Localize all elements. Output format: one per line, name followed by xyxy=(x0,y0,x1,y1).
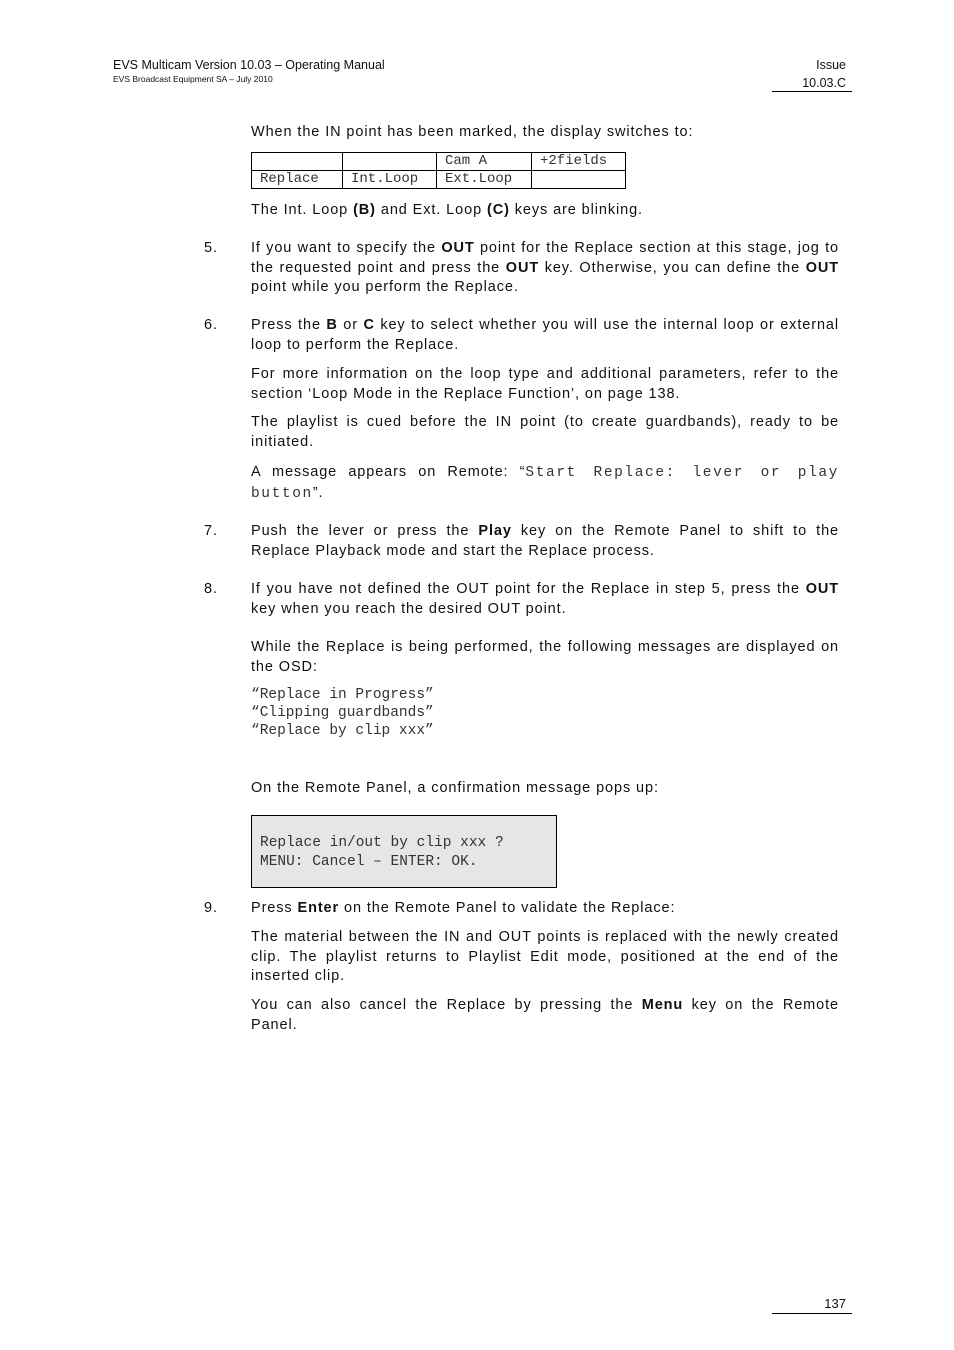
key-label: Enter xyxy=(297,900,340,916)
key-label: OUT xyxy=(805,581,839,597)
table-cell: Ext.Loop xyxy=(437,171,532,189)
osd-messages xyxy=(251,686,434,740)
step5-text xyxy=(251,239,839,298)
text-run: keys are blinking. xyxy=(509,202,643,218)
confirmation-line: MENU: Cancel – ENTER: OK. xyxy=(260,854,478,870)
osd-message: “Replace by clip xxx” xyxy=(251,723,434,739)
page-number: 137 xyxy=(824,1296,846,1311)
text-run: If you have not defined the OUT point for the Replace in step 5, press the xyxy=(251,581,806,597)
step6-paragraph-2: For more information on the loop type and additional parameters, refer to the section ‘Loop Mode in the Replace Function’, on page 138. xyxy=(251,366,839,402)
text-run: Push the lever or press the xyxy=(251,523,479,539)
key-label: C xyxy=(363,317,375,333)
key-label: Menu xyxy=(641,997,684,1013)
step6-paragraph-4 xyxy=(251,462,839,504)
confirmation-box xyxy=(251,815,557,888)
step-number: 7. xyxy=(204,523,218,539)
osd-message: “Replace in Progress” xyxy=(251,687,434,703)
step-number: 6. xyxy=(204,317,218,333)
step9-text xyxy=(251,899,839,919)
text-run: key. Otherwise, you can define the xyxy=(539,259,806,276)
text-run: You can also cancel the Replace by pressing the xyxy=(251,997,642,1013)
table-cell xyxy=(252,153,343,171)
step-number: 5. xyxy=(204,240,218,256)
step7-text xyxy=(251,522,839,561)
key-label: (B) xyxy=(353,202,376,218)
table-cell xyxy=(532,171,626,189)
text-run: key on the Remote Panel to shift to the Replace Playback mode and start the Replace process. xyxy=(251,523,839,559)
step8-paragraph-2: While the Replace is being performed, the following messages are displayed on the OSD: xyxy=(251,639,839,675)
header-subtitle: EVS Broadcast Equipment SA – July 2010 xyxy=(113,74,273,84)
text-run: and Ext. Loop xyxy=(375,202,487,218)
table-cell: +2fields xyxy=(532,153,626,171)
key-label: OUT xyxy=(505,259,540,276)
table-row xyxy=(252,171,626,189)
step8-paragraph-3: On the Remote Panel, a confirmation message pops up: xyxy=(251,780,659,796)
remote-message: Start Replace: lever or play button xyxy=(251,465,839,502)
key-label: OUT xyxy=(805,259,839,276)
blink-text xyxy=(251,201,839,221)
step9-paragraph-3 xyxy=(251,996,839,1035)
text-run: Press xyxy=(251,900,298,916)
step8-text xyxy=(251,580,839,619)
text-run: A message appears on Remote: “ xyxy=(251,464,526,480)
header-issue-label: Issue xyxy=(816,58,846,72)
header-issue-version: 10.03.C xyxy=(802,76,846,90)
text-run: Press the xyxy=(251,317,327,333)
text-run: ”. xyxy=(312,485,324,501)
text-run: If you want to specify the xyxy=(251,240,442,256)
step6-text xyxy=(251,316,839,355)
header-title: EVS Multicam Version 10.03 – Operating Manual xyxy=(113,58,385,72)
step6-paragraph-3: The playlist is cued before the IN point (to create guardbands), ready to be initiated. xyxy=(251,414,839,450)
table-cell: Replace xyxy=(252,171,343,189)
text-run: point for the Replace section at this stage, jog to the requested point and press the xyxy=(251,240,839,276)
table-cell: Int.Loop xyxy=(343,171,437,189)
text-run: on the Remote Panel to validate the Replace: xyxy=(339,900,676,916)
step-number: 8. xyxy=(204,581,218,597)
footer-divider xyxy=(772,1313,852,1314)
confirmation-line: Replace in/out by clip xxx ? xyxy=(260,835,504,851)
text-run: point while you perform the Replace. xyxy=(251,279,519,295)
table-row xyxy=(252,153,626,171)
table-cell: Cam A xyxy=(437,153,532,171)
step-number: 9. xyxy=(204,900,218,916)
key-label: B xyxy=(326,317,338,333)
text-run: key to select whether you will use the internal loop or external loop to perform the Replace. xyxy=(251,317,839,353)
key-label: OUT xyxy=(441,240,475,256)
intro-text: When the IN point has been marked, the display switches to: xyxy=(251,124,694,140)
text-run: key when you reach the desired OUT point. xyxy=(251,600,567,617)
table-cell xyxy=(343,153,437,171)
key-label: (C) xyxy=(486,202,510,218)
header-divider xyxy=(772,91,852,92)
text-run: The Int. Loop xyxy=(251,202,354,218)
text-run: key on the Remote Panel. xyxy=(251,997,840,1033)
osd-message: “Clipping guardbands” xyxy=(251,705,434,721)
display-table xyxy=(251,152,626,189)
key-label: Play xyxy=(478,523,512,539)
text-run: or xyxy=(337,317,364,333)
step9-paragraph-2: The material between the IN and OUT points is replaced with the newly created clip. The playlist returns to Playlist Edit mode, positioned at the end of the inserted clip. xyxy=(251,929,839,984)
